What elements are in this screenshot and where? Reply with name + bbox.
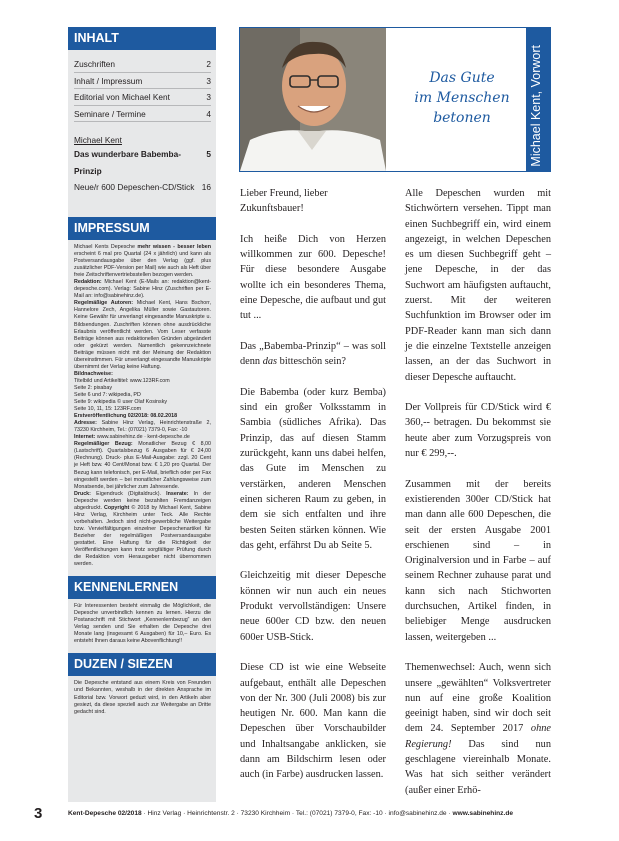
vertical-title-band — [526, 28, 550, 171]
toc-entry[interactable] — [74, 106, 211, 123]
toc-label: Inhalt / Impressum — [74, 75, 143, 86]
paragraph: Diese CD ist wie eine Webseite aufgebaut, enthält alle Depeschen von der Nr. 300 (Juli 2008) bis zur heutigen Nr. 600. Man kann die Depeschen über Vorschaubilder und Inhaltsangabe anklicken, sie dann am Bildschirm lesen oder auch (in Farbe) ausdrucken lassen. — [240, 662, 386, 781]
impressum-heading: IMPRESSUM — [68, 217, 216, 240]
paragraph: Gleichzeitig mit dieser Depesche können wir nun auch ein neues Produkt vervollständigen: Unsere neue 600er CD bzw. den neuen 600er USB-Stick. — [240, 570, 386, 643]
paragraph: Themenwechsel: Auch, wenn sich unsere „gewählten“ Volksvertreter nun auf eine große Koalition geeinigt haben, sind wir doch seit dem 24. September 2017 ohne Regierung! Das sind nun geschlagene viereinhalb Monate. Was hat sich seither verändert (außer einer Erhö- — [405, 662, 551, 796]
toc-label: Zuschriften — [74, 59, 116, 69]
kennenlernen-text: Für Interessenten besteht einmalig die Möglichkeit, die Depesche unverbindlich kennen zu lernen. Hierzu die Postanschrift mit Stichwort „Kennenlernbezug“ an den Verlag senden und Sie erhalten die Depesche drei Monate lang (insgesamt 6 Ausgaben) für 10,– Euro. Es entsteht Ihnen daraus keine Abovenflichtung!! — [74, 603, 211, 645]
toc-page: 16 — [201, 181, 211, 192]
footer: Kent-Depesche 02/2018 · Hinz Verlag · Heinrichtenstr. 2 · 73230 Kirchheim · Tel.: (07021) 7379-0, Fax: -10 · info@sabinehinz.de · www.sabinehinz.de — [68, 810, 514, 817]
salutation: Lieber Freund, lieber Zukunftsbauer! — [240, 188, 328, 215]
article-column-1 — [240, 186, 386, 798]
portrait-image — [240, 28, 386, 171]
duzen-text: Die Depesche entstand aus einem Kreis von Freunden und Bekannten, weshalb in der direkten Ansprache im Editorial bzw. Vorwort geduzt wird, in den Artikeln aber gesiezt, da diese speziell auch zur Weitergabe an Dritte gedacht sind. — [74, 680, 211, 715]
inhalt-heading: INHALT — [68, 27, 216, 50]
author-photo — [240, 28, 386, 171]
paragraph: Der Vollpreis für CD/Stick wird € 360,-- betragen. Du bekommst sie heute aber zum Vorzugspreis von nur € 299,--. — [405, 402, 551, 460]
motto-text: Das Gute im Menschen betonen — [414, 70, 510, 126]
toc-author: Michael Kent — [74, 135, 122, 145]
table-of-contents — [68, 50, 216, 195]
toc-page: 3 — [206, 92, 211, 102]
toc-label: Editorial von Michael Kent — [74, 92, 170, 102]
toc-entry-cd[interactable] — [74, 179, 211, 196]
toc-page: 5 — [206, 149, 211, 159]
toc-page: 4 — [206, 108, 211, 119]
paragraph: Ich heiße Dich von Herzen willkommen zur 600. Depesche! Für diese besondere Ausgabe wollte ich ein besonderes Thema, eine Depesche, die aufbaut und gut tut ... — [240, 233, 386, 322]
impressum-text: Michael Kents Depesche mehr wissen - besser leben erscheint 6 mal pro Quartal (24 x jährlich) und kann als Postversandausgabe über den Verlag (ggf. plus zusätzlicher PDF-Version per Mail) wie auch als Heft über freie Zeitschriftenvertriebsstellen bezogen werden. Redaktion: Michael Kent (E-Mails an: redaktion@kent-depesche.com). Verlag: Sabine Hinz (Zuschriften per E-Mail an: info@sabinehinz.de). Regelmäßige Autoren: Michael Kent, Hans Bschorr, Hannelore Zech, Angelika Müller sowie Gastautoren. Keine Gewähr für unverlangt eingesandte Manuskripte u. Bildsendungen. Zuschriften können ohne ausdrückliche Erlaubnis veröffentlicht werden. Vom Leser verfasste Beiträge können aus redaktionellen Gründen abgeändert oder gekürzt werden. Namentlich gekennzeichnete Beiträge müssen nicht mit der Meinung der Redaktion übereinstimmen. Für unverlangt eingesandte Manuskripte übernimmt der Verlag keine Haftung. Bildnachweise: Titelbild und Artikeltitel: www.123RF.com Seite 2: pixabay Seite 6 und 7: wikipedia, PD Seite 9: wikipedia © user Olaf Kosinsky Seite 10, 11, 15: 123RF.com Erstveröffentlichung 02/2018: 08.02.2018 Adresse: Sabine Hinz Verlag, Heinrichtenstraße 2, 73230 Kirchheim, Tel.: (07021) 7379-0, Fax: -10 Internet: www.sabinehinz.de · kent-depesche.de Regelmäßiger Bezug: Monatlicher Bezug € 8,00 (Lastschrift). Quartalsbezug 6 Ausgaben für € 24,00 (Rechnung). Druck- plus E-Mail-Ausgabe: zzgl. 20 Cent je Heft bzw. 40 Cent/Monat bzw. € 1,20 pro Quartal. Der Bezug kann telefonisch, per E-Mail, brieflich oder per Fax eingestellt werden – bei monatlicher Zahlungsweise zum Monatsende, bei jährlicher zum Jahresende. Druck: Eigendruck (Digitaldruck). Inserate: In der Depesche werden keine bezahlten Fremdanzeigen abgedruckt. Copyright © 2018 by Michael Kent, Sabine Hinz Verlag, Kirchheim unter Teck. Alle Rechte vorbehalten. Jedoch sind nicht-gewerbliche Weitergabe bzw. Vervielfältigungen einzelner Depeschenartikel für Bezieher der regelmäßigen Postversandausgabe gestattet. Eine Haftung für die Richtigkeit der Veröffentlichungen kann trotz sorgfältiger Prüfung durch die Redaktion vom Herausgeber nicht übernommen werden. — [74, 244, 212, 568]
kennenlernen-heading: KENNENLERNEN — [68, 576, 216, 599]
toc-entry[interactable] — [74, 89, 211, 106]
toc-entry-feature[interactable] — [74, 146, 211, 176]
sidebar — [68, 27, 216, 802]
paragraph: Zusammen mit der bereits existierenden 300er CD/Stick hat man dann alle 600 Depeschen, die seit der ersten Ausgabe 2001 erschienen sind – in Originalversion und in Farbe – auf seinem Rechner zuhause parat und kann sich nach Stichworten durchsuchen, Artikel finden, in beliebiger Menge ausdrucken lassen, weitergeben ... — [405, 478, 551, 643]
toc-label: Seminare / Termine — [74, 108, 146, 119]
article-column-2 — [405, 186, 551, 813]
vertical-title: Michael Kent, Vorwort — [529, 45, 543, 167]
toc-label: Neue/r 600 Depeschen-CD/Stick — [74, 181, 195, 192]
toc-page: 3 — [206, 75, 211, 86]
toc-entry[interactable] — [74, 56, 211, 73]
paragraph: Die Babemba (oder kurz Bemba) sind ein großer Volksstamm in Sambia (südliches Afrika). Das Prinzip, das auf diesen Stamm zurückgeht, kann uns dabei helfen, das Gute im Menschen zu verstärken, anderen Menschen einen sicheren Raum zu geben, in dem sie sich entfalten und ihre besten Seiten stärken können. Wie das geht, erfährst Du ab Seite 5. — [240, 386, 386, 551]
toc-entry[interactable] — [74, 73, 211, 90]
website-link[interactable]: www.sabinehinz.de — [452, 810, 514, 817]
toc-page: 2 — [206, 59, 211, 69]
paragraph: Das „Babemba-Prinzip“ – was soll denn das bitteschön sein? — [240, 340, 386, 368]
duzen-heading: DUZEN / SIEZEN — [68, 653, 216, 676]
toc-label: Das wunderbare Babemba-Prinzip — [74, 149, 181, 176]
editorial-header — [239, 27, 551, 172]
paragraph: Alle Depeschen wurden mit Stichwörtern versehen. Tippt man einen Suchbegriff ein, wird einem angezeigt, in welchen Depeschen es um diesen Suchbegriff geht – jene Depesche, in der das Suchwort am häufigsten auftaucht, zuerst. Mit der weiteren Suchfunktion im Browser oder im PDF-Reader kann man sich dann je die einzelne Textstelle anzeigen lassen, an der das Suchwort in dieser Depesche auftaucht. — [405, 188, 551, 383]
page-number: 3 — [34, 805, 43, 822]
